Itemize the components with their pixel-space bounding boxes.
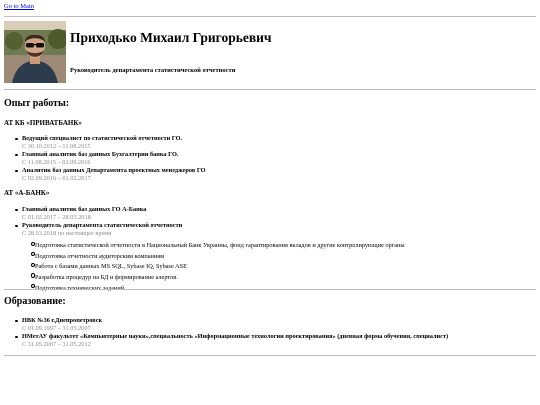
position-dates: С 02.09.2016 – 01.02.2017 bbox=[22, 174, 91, 182]
education-title: НВК №36 г.Днепропетровск bbox=[22, 317, 103, 324]
position-title: Главный аналитик баз данных ГО А-Банка bbox=[22, 206, 147, 213]
position-dates: С 01.02.2017 – 28.03.2018 bbox=[22, 213, 91, 221]
education-dates: С 31.05.2007 – 31.05.2012 bbox=[22, 340, 91, 348]
list-item bbox=[0, 151, 206, 166]
duty-text: Подготовка статистической отчетности в Национальный Банк Украины, фонд гарантирования вкладов и другие контролирующие органы bbox=[35, 242, 405, 250]
org-name-a-bank: АТ «А-БАНК» bbox=[4, 189, 50, 197]
list-item bbox=[0, 167, 206, 182]
education-title: НМетАУ факультет «Компьютерные науки»,специальность «Информационные технологии проектирования» (дневная форма обучения, специалист) bbox=[22, 332, 449, 340]
list-item bbox=[0, 135, 206, 150]
duty-item bbox=[22, 260, 405, 271]
list-item bbox=[0, 317, 448, 332]
positions-list bbox=[0, 135, 206, 183]
list-item bbox=[0, 222, 405, 292]
divider bbox=[4, 16, 536, 17]
position-dates: С 30.10.2012 – 11.08.2015 bbox=[22, 142, 91, 150]
profile-name: Приходько Михаил Григорьевич bbox=[70, 30, 272, 45]
list-item bbox=[0, 333, 448, 348]
profile-role: Руководитель департамента статистической отчетности bbox=[70, 67, 236, 74]
education-dates: С 01.09.1997 – 31.05.2007 bbox=[22, 324, 91, 332]
divider bbox=[4, 89, 536, 90]
list-item bbox=[0, 206, 405, 221]
position-title: Ведущий специалист по статистической отчетности ГО. bbox=[22, 135, 183, 142]
position-title: Руководитель департамента статистической отчетности bbox=[22, 221, 183, 229]
duties-list bbox=[22, 239, 405, 292]
duty-text: Подготовка отчетности аудиторским компаниям bbox=[35, 252, 165, 260]
duty-item bbox=[22, 239, 405, 250]
duty-text: Разработка процедур на БД и формирование алертов. bbox=[35, 273, 178, 281]
education-list bbox=[0, 317, 448, 349]
org-name-privatbank: АТ КБ «ПРИВАТБАНК» bbox=[4, 119, 82, 127]
profile-photo-image bbox=[4, 21, 66, 83]
position-dates: С 11.08.2015 – 02.09.2016 bbox=[22, 158, 91, 166]
education-heading: Образование: bbox=[4, 296, 66, 307]
position-title: Аналитик баз данных Департамента проектных менеджеров ГО bbox=[22, 166, 206, 174]
divider bbox=[4, 355, 536, 356]
position-dates: С 28.03.2018 по настоящее время bbox=[22, 229, 112, 237]
duty-text: Работа с базами данных MS SQL, Sybase IQ, Sybase ASE bbox=[35, 263, 187, 271]
duty-item bbox=[22, 282, 405, 293]
avatar bbox=[4, 21, 66, 83]
duty-item bbox=[22, 271, 405, 282]
divider bbox=[4, 289, 536, 290]
go-to-main-link[interactable]: Go to Main bbox=[4, 3, 34, 10]
position-title: Главный аналитик баз данных Бухгалтерии банка ГО. bbox=[22, 150, 179, 158]
duty-text: Подготовка технических заданий bbox=[35, 284, 125, 292]
duty-item bbox=[22, 250, 405, 261]
positions-list bbox=[0, 206, 405, 293]
experience-heading: Опыт работы: bbox=[4, 98, 70, 109]
